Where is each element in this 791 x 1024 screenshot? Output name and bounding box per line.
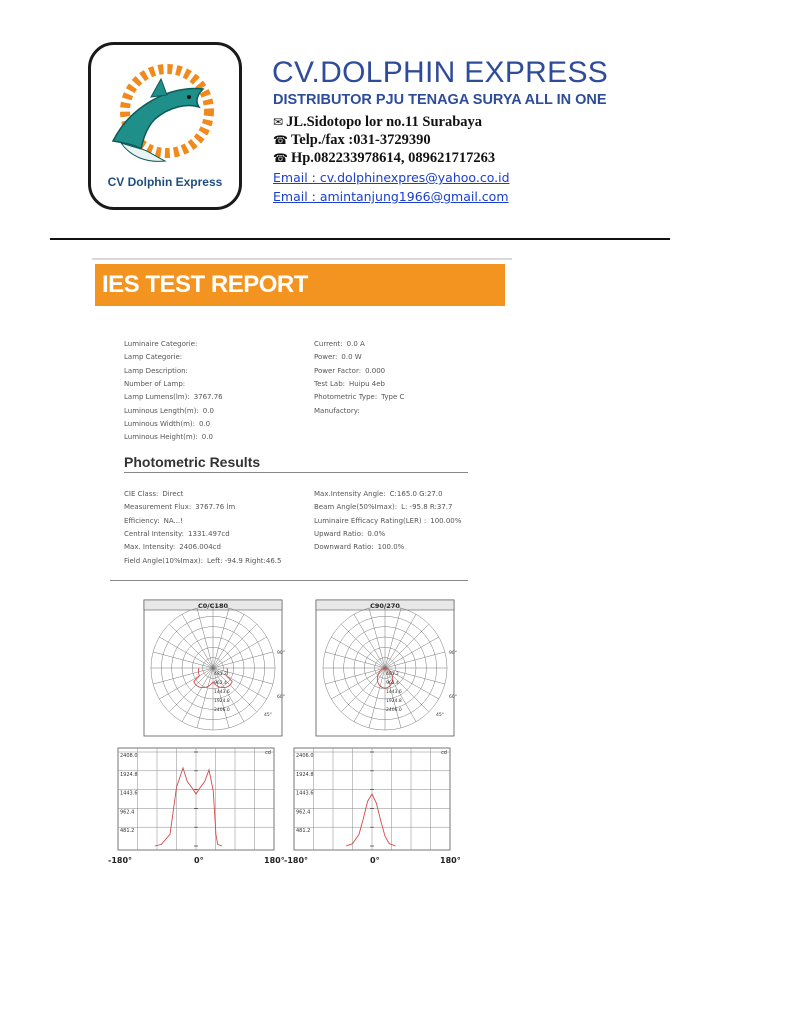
result-label: Beam Angle(50%Imax):	[314, 503, 398, 512]
mobile-line	[273, 150, 495, 167]
lamp-info-label: Current:	[314, 340, 343, 348]
x-axis-label: -180°	[284, 856, 309, 865]
phone-text: Telp./fax :031-3729390	[290, 132, 431, 148]
polar-angle-label: 90°	[277, 651, 285, 656]
result-label: Field Angle(10%Imax):	[124, 556, 203, 565]
lamp-info-value: 0.0	[202, 406, 214, 415]
result-row	[124, 557, 281, 565]
y-tick-label: 1924.8	[120, 771, 138, 778]
polar-radial-label: 1924.8	[214, 699, 230, 704]
lamp-info-row	[314, 393, 404, 401]
y-tick-label: 1924.8	[296, 771, 314, 778]
polar-angle-label: 60°	[277, 695, 285, 700]
result-label: Max. Intensity:	[124, 543, 176, 552]
result-value: NA...!	[163, 516, 183, 525]
address-text: JL.Sidotopo lor no.11 Surabaya	[286, 114, 483, 130]
lamp-info-value: Type C	[381, 393, 405, 402]
polar-angle-label: 90°	[449, 651, 457, 656]
polar-radial-label: 962.4	[386, 681, 399, 686]
x-axis-label: -180°	[108, 856, 133, 865]
lamp-info-label: Lamp Categorie:	[124, 353, 183, 362]
address-line	[273, 114, 482, 131]
report-banner	[95, 264, 505, 306]
lamp-info-row	[124, 433, 213, 441]
result-row	[314, 530, 385, 538]
result-row	[124, 490, 183, 498]
result-row	[314, 517, 461, 525]
polar-chart-c0	[140, 596, 292, 744]
line-chart-c90	[290, 744, 458, 854]
result-value: 1331.497cd	[188, 529, 230, 538]
lamp-info-value: 0.0	[201, 433, 213, 442]
polar-radial-label: 2406.0	[386, 708, 402, 713]
result-row	[124, 543, 221, 551]
lamp-info-value: Huipu 4eb	[349, 379, 385, 388]
y-tick-label: 2406.0	[296, 753, 314, 759]
x-axis-label: 180°	[440, 856, 461, 865]
lamp-info-value: 0.0 W	[341, 353, 362, 362]
section-title-photometric: Photometric Results	[124, 454, 261, 470]
lamp-info-row	[124, 340, 201, 348]
x-axis-label: 0°	[370, 856, 380, 865]
lamp-info-row	[314, 407, 364, 415]
result-row	[124, 503, 235, 511]
report-top-border	[92, 258, 512, 260]
line-chart-c0	[114, 744, 282, 854]
lamp-info-label: Luminaire Categorie:	[124, 340, 198, 348]
company-tagline: DISTRIBUTOR PJU TENAGA SURYA ALL IN ONE	[273, 92, 607, 108]
unit-label: cd	[441, 750, 447, 756]
polar-radial-label: 481.2	[386, 672, 399, 677]
mailbox-icon: ✉	[273, 115, 284, 129]
lamp-info-row	[314, 380, 385, 388]
polar-grid	[151, 606, 275, 730]
lamp-info-value: 0.0	[198, 419, 211, 428]
header-divider	[50, 238, 670, 240]
polar-chart-c90	[312, 596, 464, 744]
lamp-info-row	[314, 367, 385, 375]
polar-radial-label: 2406.0	[214, 708, 230, 713]
lamp-info-row	[124, 407, 214, 415]
lamp-info-label: Power Factor:	[314, 366, 362, 375]
result-value: 0.0%	[367, 529, 386, 538]
y-tick-label: 481.2	[120, 828, 135, 835]
polar-radial-label: 1443.6	[386, 690, 402, 695]
result-value: Left: -94.9 Right:46.5	[207, 556, 282, 565]
result-label: Measurement Flux:	[124, 503, 192, 512]
polar-title: C90/270	[370, 602, 400, 610]
result-value: 2406.004cd	[179, 543, 221, 552]
result-label: Upward Ratio:	[314, 529, 364, 538]
lamp-info-label: Luminous Height(m):	[124, 433, 198, 442]
dolphin-logo-image	[91, 45, 239, 207]
lamp-info-row	[314, 340, 365, 348]
lamp-info-label: Manufactory:	[314, 406, 360, 415]
result-label: Central Intensity:	[124, 529, 185, 538]
y-tick-label: 2408.0	[120, 753, 138, 759]
y-tick-label: 962.4	[120, 809, 135, 816]
x-axis-label: 180°	[264, 856, 285, 865]
result-label: CIE Class:	[124, 490, 159, 498]
lamp-info-row	[124, 420, 210, 428]
y-tick-label: 962.4	[296, 809, 311, 816]
y-tick-label: 481.2	[296, 828, 311, 835]
results-divider	[110, 580, 468, 581]
result-label: Luminaire Efficacy Rating(LER) :	[314, 516, 427, 525]
section-divider	[124, 472, 468, 473]
lamp-info-value: 0.000	[365, 366, 386, 375]
polar-radial-label: 962.4	[214, 681, 227, 686]
telephone-icon: ☎	[273, 133, 288, 147]
telephone-icon: ☎	[273, 151, 288, 165]
y-tick-label: 1443.6	[120, 790, 138, 797]
lamp-info-row	[124, 380, 189, 388]
polar-radial-label: 481.2	[214, 672, 227, 677]
lamp-info-label: Lamp Lumens(lm):	[124, 393, 190, 402]
logo-text: CV Dolphin Express	[107, 175, 223, 189]
result-value: L: -95.8 R:37.7	[401, 503, 453, 512]
result-value: 100.0%	[377, 543, 405, 552]
email-link-gmail[interactable]: Email : amintanjung1966@gmail.com	[273, 189, 509, 204]
mobile-text: Hp.082233978614, 089621717263	[290, 150, 496, 166]
lamp-info-row	[314, 353, 362, 361]
result-value: Direct	[162, 490, 184, 498]
result-value: 3767.76 lm	[195, 503, 236, 512]
y-tick-label: 1443.6	[296, 790, 314, 797]
polar-angle-label: 45°	[436, 713, 444, 718]
lamp-info-label: Test Lab:	[314, 379, 346, 388]
result-row	[124, 530, 230, 538]
report-title: IES TEST REPORT	[102, 271, 308, 298]
result-row	[314, 543, 404, 551]
unit-label: cd	[265, 750, 271, 756]
result-row	[314, 490, 443, 498]
ies-report	[92, 258, 512, 878]
lamp-info-value: 0.0 A	[346, 340, 365, 348]
lamp-info-value: 3767.76	[193, 393, 223, 402]
lamp-info-row	[124, 393, 223, 401]
lamp-info-label: Photometric Type:	[314, 393, 378, 402]
email-link-yahoo[interactable]: Email : cv.dolphinexpres@yahoo.co.id	[273, 170, 510, 185]
result-value: C:165.0 G:27.0	[389, 490, 443, 498]
result-row	[124, 517, 183, 525]
result-row	[314, 503, 452, 511]
lamp-info-label: Number of Lamp:	[124, 379, 186, 388]
result-value: 100.00%	[430, 516, 462, 525]
lamp-info-row	[124, 367, 192, 375]
company-logo	[88, 42, 242, 210]
polar-angle-label: 45°	[264, 713, 272, 718]
x-axis-label: 0°	[194, 856, 204, 865]
result-label: Max.Intensity Angle:	[314, 490, 386, 498]
polar-radial-label: 1443.6	[214, 690, 230, 695]
result-label: Downward Ratio:	[314, 543, 374, 552]
lamp-info-row	[124, 353, 186, 361]
company-name: CV.DOLPHIN EXPRESS	[272, 56, 609, 89]
lamp-info-label: Power:	[314, 353, 338, 362]
phone-line	[273, 132, 431, 149]
lamp-info-label: Luminous Width(m):	[124, 419, 195, 428]
polar-angle-label: 60°	[449, 695, 457, 700]
lamp-info-label: Luminous Length(m):	[124, 406, 199, 415]
polar-radial-label: 1924.8	[386, 699, 402, 704]
result-label: Efficiency:	[124, 516, 160, 525]
lamp-info-label: Lamp Description:	[124, 366, 188, 375]
polar-title: C0/C180	[197, 602, 229, 610]
